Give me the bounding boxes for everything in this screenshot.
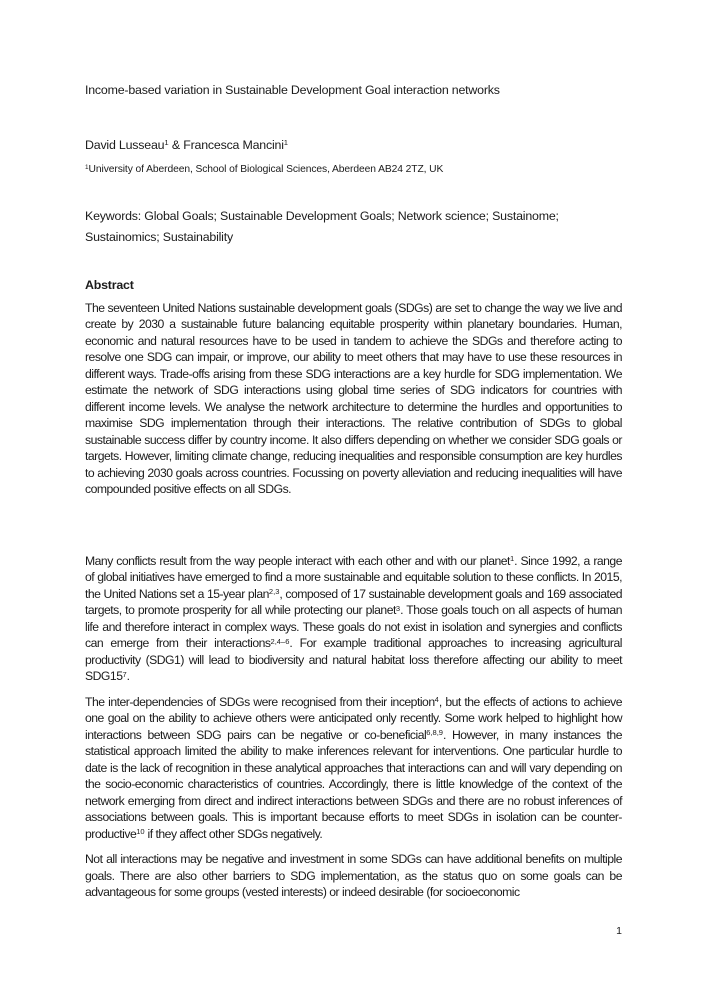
keywords-line: Keywords: Global Goals; Sustainable Development Goals; Network science; Sustainome; Sustainomics; Sustainability: [85, 209, 559, 244]
body-paragraph-3: Not all interactions may be negative and investment in some SDGs can have additional benefits on multiple goals. There are also other barriers to SDG implementation, as the status quo on some goals can be advantageous for some groups (vested interests) or indeed desirable (for socioeconomic: [85, 852, 622, 899]
body-paragraph-1: Many conflicts result from the way people interact with each other and with our planet$^1$. Since 1992, a range of global initiatives have emerged to find a more sustainable and equitable solution to these conflicts. In 2015, the United Nations set a 15-year plan$^{2,3}$, composed of 17 sustainable development goals and 169 associated targets, to promote prosperity for all while protecting our planet$^3$. Those goals touch on all aspects of human life and therefore interact in complex ways. These goals do not exist in isolation and synergies and conflicts can emerge from their interactions$^{2,4-6}$. For example traditional approaches to increasing agricultural productivity (SDG1) will lead to biodiversity and natural habitat loss therefore affecting our ability to meet $SDG15^7$.: [85, 553, 623, 683]
authors-line: David Lusseau$^1$ & Francesca Mancini$^1$: [85, 137, 289, 152]
affiliation-line: $^1$University of Aberdeen, School of Biological Sciences, Aberdeen AB24 2TZ, UK: [85, 164, 444, 175]
abstract-heading: Abstract: [85, 278, 134, 292]
page-content: [85, 82, 622, 901]
page-number: 1: [616, 925, 622, 937]
body-paragraph-2: The inter-dependencies of SDGs were recognised from their inception$^4$, but the effects of actions to achieve one goal on the ability to achieve others were anticipated only recently. Some work helped to highlight how interactions between SDG pairs can be negative or co-beneficial$^{6,8,9}$. However, in many instances the statistical approach limited the ability to make inferences relevant for interventions. One particular hurdle to date is the lack of recognition in these analytical approaches that interactions can and will vary depending on the socio-economic characteristics of countries. Accordingly, there is little knowledge of the context of the network emerging from direct and indirect interactions between SDGs and there are no robust inferences of associations between goals. This is important because efforts to meet SDGs in isolation can be counter-productive$^{10}$ if they affect other SDGs negatively.: [85, 694, 622, 841]
paper-title: Income-based variation in Sustainable Development Goal interaction networks: [85, 83, 500, 97]
abstract-paragraph: The seventeen United Nations sustainable development goals (SDGs) are set to change the way we live and create by 2030 a sustainable future balancing equitable prosperity within planetary boundaries. Human, economic and natural resources have to be used in tandem to achieve the SDGs and therefore acting to resolve one SDG can impair, or improve, our ability to meet others that may have to use these resources in different ways. Trade-offs arising from these SDG interactions are a key hurdle for SDG implementation. We estimate the network of SDG interactions using global time series of SDG indicators for countries with different income levels. We analyse the network architecture to determine the hurdles and opportunities to maximise SDG implementation through their interactions. The relative contribution of SDGs to global sustainable success differ by country income. It also differs depending on whether we consider SDG goals or targets. However, limiting climate change, reducing inequalities and responsible consumption are key hurdles to achieving 2030 goals across countries. Focussing on poverty alleviation and reducing inequalities will have compounded positive effects on all SDGs.: [85, 300, 622, 496]
